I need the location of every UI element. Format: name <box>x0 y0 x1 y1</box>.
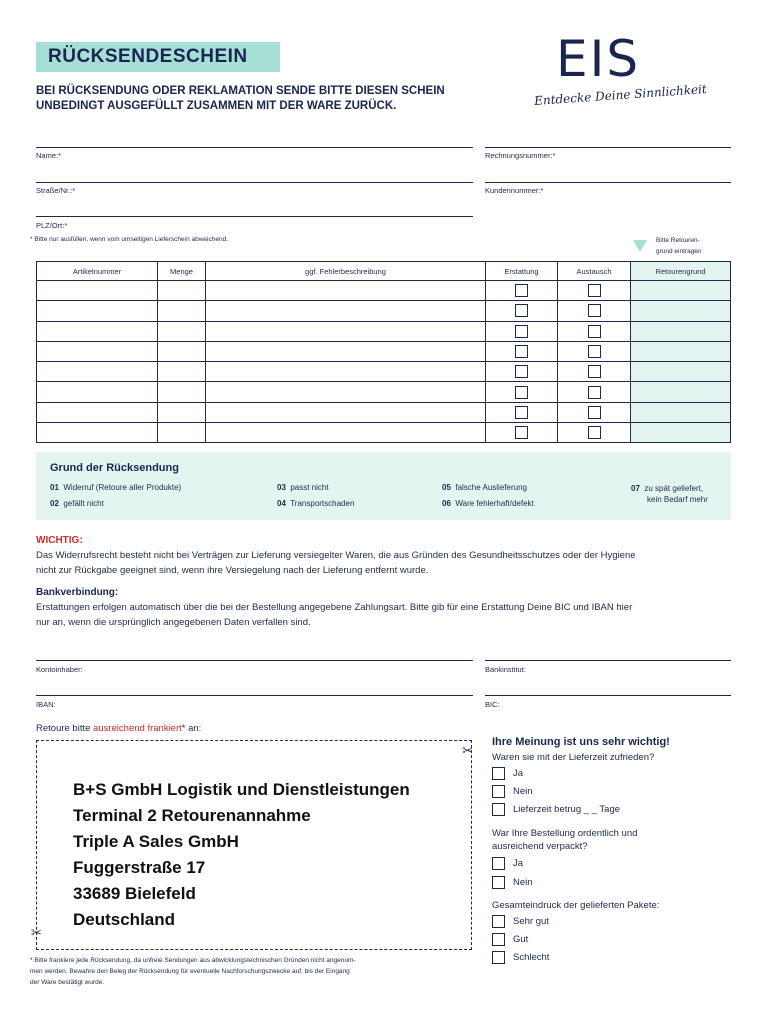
packaging-yes-option[interactable]: Ja <box>492 857 523 870</box>
survey-heading: Ihre Meinung ist uns sehr wichtig! <box>492 736 670 748</box>
bic-field[interactable] <box>485 695 731 696</box>
checkbox[interactable] <box>515 426 528 439</box>
checkbox[interactable] <box>515 365 528 378</box>
table-row <box>37 281 731 301</box>
title-banner <box>36 42 280 72</box>
checkbox[interactable] <box>492 951 505 964</box>
checkbox[interactable] <box>515 304 528 317</box>
exchange-checkbox-cell[interactable] <box>558 341 631 361</box>
checkbox[interactable] <box>515 345 528 358</box>
checkbox[interactable] <box>492 767 505 780</box>
checkbox[interactable] <box>588 406 601 419</box>
zip-city-label: PLZ/Ort:* <box>36 221 68 230</box>
error-description-cell[interactable] <box>206 402 486 422</box>
return-address <box>73 777 410 933</box>
article-number-cell[interactable] <box>37 423 158 443</box>
col-quantity: Menge <box>158 262 206 281</box>
delivery-days-option[interactable]: Lieferzeit betrug _ _ Tage <box>492 803 620 816</box>
checkbox[interactable] <box>588 325 601 338</box>
refund-checkbox-cell[interactable] <box>486 423 558 443</box>
bic-label: BIC: <box>485 700 500 709</box>
checkbox[interactable] <box>492 915 505 928</box>
error-description-cell[interactable] <box>206 301 486 321</box>
packaging-no-option[interactable]: Nein <box>492 876 533 889</box>
error-description-cell[interactable] <box>206 382 486 402</box>
overall-good-option[interactable]: Gut <box>492 933 528 946</box>
exchange-checkbox-cell[interactable] <box>558 402 631 422</box>
return-reason-cell[interactable] <box>631 341 731 361</box>
article-number-cell[interactable] <box>37 281 158 301</box>
reason-06: 06 Ware fehlerhaft/defekt <box>442 499 534 508</box>
iban-label: IBAN: <box>36 700 56 709</box>
street-label: Straße/Nr.:* <box>36 186 76 195</box>
address-line: Fuggerstraße 17 <box>73 858 206 877</box>
quantity-cell[interactable] <box>158 301 206 321</box>
checkbox[interactable] <box>515 325 528 338</box>
quantity-cell[interactable] <box>158 362 206 382</box>
reasons-title: Grund der Rücksendung <box>50 462 179 474</box>
invoice-number-field[interactable] <box>485 147 731 148</box>
return-reason-cell[interactable] <box>631 362 731 382</box>
article-number-cell[interactable] <box>37 321 158 341</box>
checkbox[interactable] <box>492 876 505 889</box>
checkbox[interactable] <box>588 426 601 439</box>
checkbox[interactable] <box>515 406 528 419</box>
important-text: Das Widerrufsrecht besteht nicht bei Verträgen zur Lieferung versiegelter Waren, die aus Gründen des Gesundheitsschutzes oder der Hygiene nicht zur Rückgabe geeignet sind, wenn ihre Versiegelung nach der Lieferung entfernt wurde. <box>36 550 636 576</box>
bank-heading: Bankverbindung: <box>36 587 119 598</box>
quantity-cell[interactable] <box>158 341 206 361</box>
survey-question-overall: Gesamteindruck der gelieferten Pakete: <box>492 900 660 911</box>
quantity-cell[interactable] <box>158 382 206 402</box>
checkbox[interactable] <box>588 386 601 399</box>
table-row <box>37 423 731 443</box>
exchange-checkbox-cell[interactable] <box>558 301 631 321</box>
return-reason-cell[interactable] <box>631 423 731 443</box>
address-cutout <box>31 740 473 950</box>
checkbox[interactable] <box>588 304 601 317</box>
name-label: Name:* <box>36 151 62 160</box>
survey-question-delivery: Waren sie mit der Lieferzeit zufrieden? <box>492 752 655 763</box>
invoice-number-label: Rechnungsnummer:* <box>485 151 556 160</box>
reason-01: 01 Widerruf (Retoure aller Produkte) <box>50 483 182 492</box>
table-row <box>37 341 731 361</box>
refund-checkbox-cell[interactable] <box>486 382 558 402</box>
checkbox[interactable] <box>492 933 505 946</box>
brand-tagline: Entdecke Deine Sinnlichkeit <box>533 81 708 109</box>
reason-05: 05 falsche Auslieferung <box>442 483 527 492</box>
quantity-cell[interactable] <box>158 402 206 422</box>
important-heading: WICHTIG: <box>36 535 83 546</box>
quantity-cell[interactable] <box>158 423 206 443</box>
return-reasons-panel <box>36 452 731 520</box>
shipping-footnote: * Bitte frankiere jede Rücksendung, da unfreie Sendungen aus abwicklungstechnischen Gründen nicht angenom- men werden. Bewahre den Beleg der Rücksendung für eventuelle Nachforschungszwecke auf, bis der Eingang der Ware bestätigt wurde. <box>30 957 356 986</box>
name-field[interactable] <box>36 147 473 148</box>
table-row <box>37 402 731 422</box>
bank-institute-label: Bankinstitut: <box>485 665 526 674</box>
delivery-yes-option[interactable]: Ja <box>492 767 523 780</box>
scissors-icon: ✂ <box>31 925 42 940</box>
error-description-cell[interactable] <box>206 341 486 361</box>
reason-03: 03 passt nicht <box>277 483 329 492</box>
refund-checkbox-cell[interactable] <box>486 301 558 321</box>
return-reason-cell[interactable] <box>631 402 731 422</box>
address-line: Terminal 2 Retourenannahme <box>73 806 311 825</box>
quantity-cell[interactable] <box>158 321 206 341</box>
reason-04: 04 Transportschaden <box>277 499 355 508</box>
return-reason-cell[interactable] <box>631 301 731 321</box>
col-article-number: Artikelnummer <box>37 262 158 281</box>
return-items-table <box>36 261 731 443</box>
exchange-checkbox-cell[interactable] <box>558 281 631 301</box>
checkbox[interactable] <box>492 857 505 870</box>
arrow-down-icon <box>633 240 647 252</box>
refund-checkbox-cell[interactable] <box>486 362 558 382</box>
brand-logo: EIS <box>556 30 641 88</box>
reason-07: 07 zu spät geliefert, kein Bedarf mehr <box>631 484 708 504</box>
zip-city-field[interactable] <box>36 216 473 217</box>
scissors-icon: ✂ <box>462 743 473 758</box>
delivery-no-option[interactable]: Nein <box>492 785 533 798</box>
refund-checkbox-cell[interactable] <box>486 402 558 422</box>
col-error-description: ggf. Fehlerbeschreibung <box>206 262 486 281</box>
survey-question-packaging: War Ihre Bestellung ordentlich und ausreichend verpackt? <box>492 828 638 852</box>
refund-checkbox-cell[interactable] <box>486 281 558 301</box>
overall-very-good-option[interactable]: Sehr gut <box>492 915 549 928</box>
address-footnote: * Bitte nur ausfüllen, wenn vom umseitigen Lieferschein abweichend. <box>30 236 229 243</box>
table-row <box>37 321 731 341</box>
table-row <box>37 301 731 321</box>
customer-number-label: Kundennummer:* <box>485 186 544 195</box>
shipping-instruction: Retoure bitte ausreichend frankiert* an: <box>36 723 202 734</box>
article-number-cell[interactable] <box>37 301 158 321</box>
account-holder-label: Kontoinhaber: <box>36 665 83 674</box>
error-description-cell[interactable] <box>206 423 486 443</box>
exchange-checkbox-cell[interactable] <box>558 423 631 443</box>
account-holder-field[interactable] <box>36 660 473 661</box>
refund-checkbox-cell[interactable] <box>486 321 558 341</box>
article-number-cell[interactable] <box>37 341 158 361</box>
bank-institute-field[interactable] <box>485 660 731 661</box>
checkbox[interactable] <box>588 345 601 358</box>
checkbox[interactable] <box>588 284 601 297</box>
error-description-cell[interactable] <box>206 362 486 382</box>
instructions: BEI RÜCKSENDUNG ODER REKLAMATION SENDE BITTE DIESEN SCHEIN UNBEDINGT AUSGEFÜLLT ZUSAMMEN MIT DER WARE ZURÜCK. <box>36 85 445 112</box>
street-field[interactable] <box>36 182 473 183</box>
article-number-cell[interactable] <box>37 362 158 382</box>
refund-checkbox-cell[interactable] <box>486 341 558 361</box>
col-exchange: Austausch <box>558 262 631 281</box>
exchange-checkbox-cell[interactable] <box>558 382 631 402</box>
exchange-checkbox-cell[interactable] <box>558 362 631 382</box>
return-reason-hint: Bitte Retouren- grund eintragen <box>656 237 702 255</box>
quantity-cell[interactable] <box>158 281 206 301</box>
checkbox[interactable] <box>515 284 528 297</box>
table-row <box>37 362 731 382</box>
exchange-checkbox-cell[interactable] <box>558 321 631 341</box>
return-reason-cell[interactable] <box>631 281 731 301</box>
error-description-cell[interactable] <box>206 281 486 301</box>
iban-field[interactable] <box>36 695 473 696</box>
reason-02: 02 gefällt nicht <box>50 499 104 508</box>
table-row <box>37 382 731 402</box>
address-line: 33689 Bielefeld <box>73 884 196 903</box>
checkbox[interactable] <box>515 386 528 399</box>
error-description-cell[interactable] <box>206 321 486 341</box>
checkbox[interactable] <box>492 803 505 816</box>
col-refund: Erstattung <box>486 262 558 281</box>
page-title: RÜCKSENDESCHEIN <box>48 46 248 67</box>
bank-text: Erstattungen erfolgen automatisch über die bei der Bestellung angegebene Zahlungsart. Bitte gib für eine Erstattung Deine BIC und IBAN hier nur an, wenn die ursprünglich angegebenen Daten verfallen sind. <box>36 602 633 628</box>
customer-number-field[interactable] <box>485 182 731 183</box>
address-line: B+S GmbH Logistik und Dienstleistungen <box>73 780 410 799</box>
checkbox[interactable] <box>492 785 505 798</box>
article-number-cell[interactable] <box>37 382 158 402</box>
col-return-reason: Retourengrund <box>631 262 731 281</box>
return-reason-cell[interactable] <box>631 382 731 402</box>
address-line: Deutschland <box>73 910 176 929</box>
return-reason-cell[interactable] <box>631 321 731 341</box>
article-number-cell[interactable] <box>37 402 158 422</box>
checkbox[interactable] <box>588 365 601 378</box>
address-line: Triple A Sales GmbH <box>73 832 239 851</box>
overall-bad-option[interactable]: Schlecht <box>492 951 549 964</box>
